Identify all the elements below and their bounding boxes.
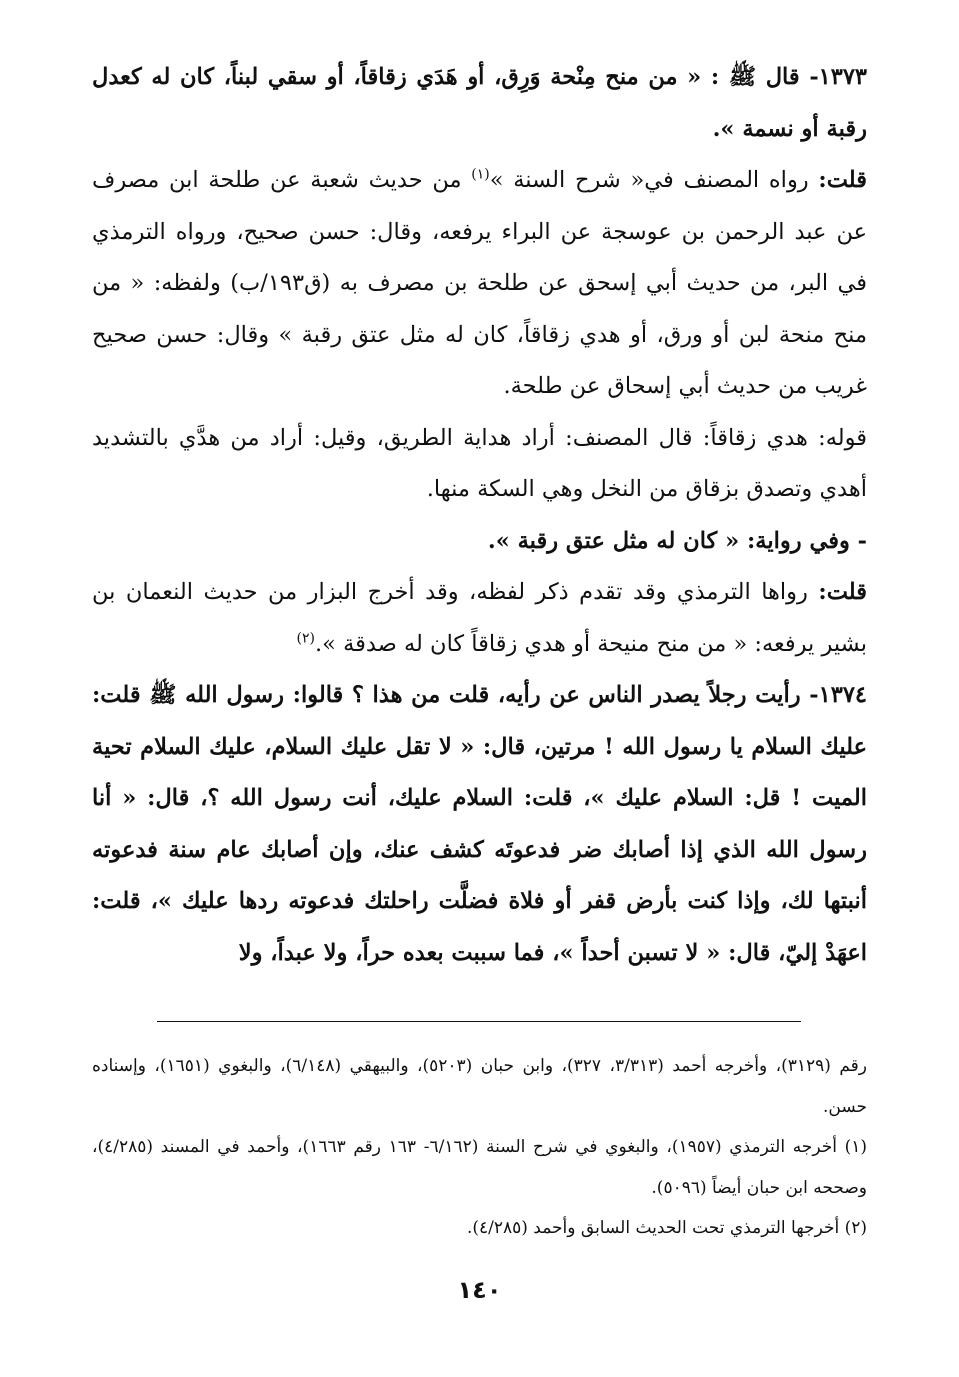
commentary-lead: قلت: (818, 167, 867, 193)
footnote-continuation: رقم (٣١٢٩)، وأخرجه أحمد (٣/٣١٣، ٣٢٧)، وابن حبان (٥٢٠٣)، والبيهقي (٦/١٤٨)، والبغوي (١٦٥١)، وإسناده حسن. (92, 1056, 868, 1117)
footnote-1: (١) أخرجه الترمذي (١٩٥٧)، والبغوي في شرح السنة (٦/١٦٢- ١٦٣ رقم ١٦٦٣)، وأحمد في المسند (٤/٢٨٥)، وصححه ابن حبان أيضاً (٥٠٩٦). (92, 1137, 867, 1198)
commentary-text: رواها الترمذي وقد تقدم ذكر لفظه، وقد أخرج البزار من حديث النعمان بن بشير يرفعه: « من منح منيحة أو هدي زقاقاً كان له صدقة ». (92, 579, 867, 657)
hadith-text: - رأيت رجلاً يصدر الناس عن رأيه، قلت من هذا ؟ قالوا: رسول الله ﷺ قلت: عليك السلام يا رسول الله ! مرتين، قال: « لا تقل عليك السلام، عليك السلام تحية الميت ! قل: السلام عليك »، قلت: السلام عليك، أنت رسول الله ؟، قال: « أنا رسول الله الذي إذا أصابك ضر فدعوتَه كشف عنك، وإن أصابك عام سنة فدعوته أنبتها لك، وإذا كنت بأرض قفر أو فلاة فضلَّت راحلتك فدعوته ردها عليك »، قلت: اعهَدْ إليّ، قال: « لا تسبن أحداً »، فما سببت بعده حراً، ولا عبداً، ولا (92, 682, 867, 966)
footnote-ref-2[interactable]: (٢) (296, 630, 316, 646)
footnote-2: (٢) أخرجها الترمذي تحت الحديث السابق وأحمد (٤/٢٨٥). (466, 1218, 867, 1238)
page-number: ١٤٠ (457, 1276, 502, 1304)
hadith-text: - قال ﷺ : « من منح مِنْحة وَرِق، أو هَدَي زقاقاً، أو سقي لبناً، كان له كعدل رقبة أو نسمة ». (92, 64, 867, 142)
riwaya-text: - وفي رواية: « كان له مثل عتق رقبة ». (487, 527, 867, 554)
explanation-paragraph (92, 413, 867, 516)
explanation-text: قوله: هدي زقاقاً: قال المصنف: أراد هداية الطريق، وقيل: أراد من هدَّي بالتشديد أهدي وتصدق بزقاق من النخل وهي السكة منها. (92, 424, 867, 502)
riwaya-line (92, 516, 867, 568)
footnote-divider (157, 1021, 801, 1022)
commentary-paragraph (92, 567, 867, 670)
hadith-1373 (92, 52, 867, 155)
footnote-ref-1[interactable]: (١) (471, 166, 490, 183)
hadith-number: ١٣٧٣ (818, 64, 867, 90)
hadith-1374 (92, 670, 867, 979)
commentary-paragraph (92, 155, 867, 413)
commentary-text: من حديث شعبة عن طلحة ابن مصرف عن عبد الرحمن بن عوسجة عن البراء يرفعه، وقال: حسن صحيح، ورواه الترمذي في البر، من حديث أبي إسحق عن طلحة بن مصرف به (ق١٩٣/ب) ولفظه: « من منح منحة لبن أو ورق، أو هدي زقاقاً، كان له مثل عتق رقبة » وقال: حسن صحيح غريب من حديث أبي إسحاق عن طلحة. (92, 167, 867, 399)
footnotes (92, 1046, 867, 1249)
commentary-lead: قلت: (818, 579, 867, 605)
commentary-text: رواه المصنف في« شرح السنة » (489, 167, 809, 193)
main-text (92, 52, 867, 979)
hadith-number: ١٣٧٤ (818, 682, 867, 708)
